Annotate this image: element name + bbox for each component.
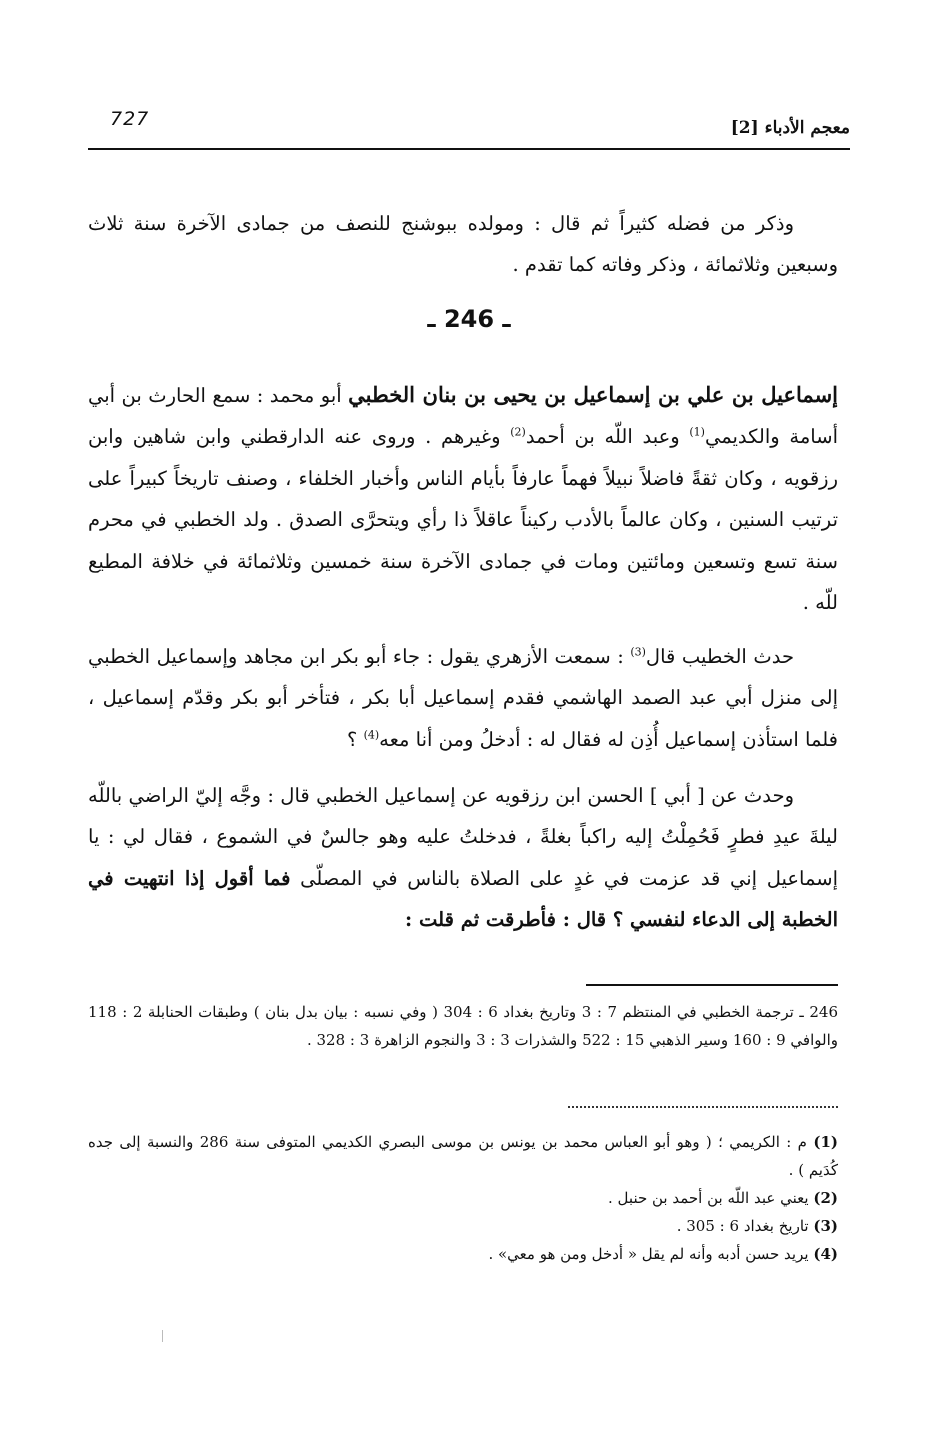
- footnote-ref-1: (1): [689, 425, 705, 439]
- footnote-number: (1): [813, 1133, 838, 1151]
- footnote-item: [88, 1240, 838, 1268]
- anecdote-text-b: : سمعت الأزهري يقول : جاء أبو بكر ابن مجاهد وإسماعيل الخطبي إلى منزل أبي عبد الصمد الهاشمي فقدم إسماعيل أبا بكر ، فتأخر أبو بكر وقدّم إسماعيل ، فلما استأذن إسماعيل أُذِن له فقال له : أدخلُ ومن أنا معه: [88, 644, 838, 751]
- narration-paragraph: [88, 775, 838, 941]
- entry-text-c: وغيرهم . وروى عنه الدارقطني وابن شاهين وابن رزقويه ، وكان ثقةً فاضلاً نبيلاً فهماً عارفاً بأيام الناس وأخبار الخلفاء ، وصنف تاريخاً كبيراً على ترتيب السنين ، وكان عالماً بالأدب ركيناً عاقلاً ذا رأي ويتحرَّى الصدق . ولد الخطبي في محرم سنة تسع وتسعين ومائتين ومات في جمادى الآخرة سنة خمسين وثلاثمائة في خلافة المطيع للّه .: [88, 425, 838, 614]
- dotted-separator: [568, 1106, 838, 1108]
- anecdote-text-a: حدث الخطيب قال: [645, 644, 794, 668]
- entry-text-a: أبو محمد : سمع الحارث بن أبي أسامة والكديمي: [88, 383, 839, 448]
- anecdote-text-c: ؟: [347, 727, 364, 751]
- source-note: 246 ـ ترجمة الخطبي في المنتظم 7 : 3 وتاريخ بغداد 6 : 304 ( وفي نسبه : بيان بدل بنان ) وطبقات الحنابلة 2 : 118 والوافي 9 : 160 وسير الذهبي 15 : 522 والشذرات 3 : 3 والنجوم الزاهرة 3 : 328 .: [88, 1003, 838, 1049]
- footnote-number: (2): [813, 1189, 838, 1207]
- footnote-separator: [586, 984, 838, 986]
- footnote-text: تاريخ بغداد 6 : 305 .: [676, 1217, 809, 1235]
- footnotes-list: [88, 1128, 838, 1268]
- footnote-ref-2: (2): [510, 425, 526, 439]
- footnote-number: (4): [813, 1245, 838, 1263]
- paragraph-continuation: وذكر من فضله كثيراً ثم قال : ومولده ببوشنج للنصف من جمادى الآخرة سنة ثلاث وسبعين وثلاثمائة ، وذكر وفاته كما تقدم .: [88, 211, 838, 276]
- footnote-item: [88, 1212, 838, 1240]
- page-number: 727: [110, 108, 150, 130]
- footnote-text: يريد حسن أدبه وأنه لم يقل « أدخل ومن هو معي» .: [488, 1245, 809, 1263]
- footnote-item: [88, 1128, 838, 1184]
- header-rule: [88, 148, 850, 150]
- footnote-text: يعني عبد اللّه بن أحمد بن حنبل .: [608, 1189, 809, 1207]
- footnote-item: [88, 1184, 838, 1212]
- anecdote-paragraph: [88, 636, 838, 761]
- footnote-text: م : الكريمي ؛ ( وهو أبو العباس محمد بن يونس بن موسى البصري الكديمي المتوفى سنة 286 والنسبة إلى جده كُدَيم ) .: [88, 1133, 838, 1179]
- narration-text: وحدث عن [ أبي ] الحسن ابن رزقويه عن إسماعيل الخطبي قال : وجَّه إليّ الراضي باللّه ليلةَ عيدِ فطرٍ فَحُمِلْتُ إليه راكباً بغلةً ، فدخلتُ عليه وهو جالسٌ في الشموع ، فقال لي : يا إسماعيل إني قد عزمت في غدٍ على الصلاة بالناس في المصلّى: [88, 783, 838, 890]
- narration-text-bold: فما أقول إذا انتهيت في الخطبة إلى الدعاء لنفسي ؟ قال : فأطرقت ثم قلت :: [88, 866, 838, 931]
- entry-paragraph: [88, 374, 838, 624]
- entry-number: ـ 246 ـ: [427, 305, 511, 333]
- entry-name: إسماعيل بن علي بن إسماعيل بن يحيى بن بنان الخطبي: [348, 381, 838, 407]
- scan-speck: [162, 1330, 163, 1342]
- footnote-ref-3: (3): [630, 645, 646, 658]
- entry-text-b: وعبد اللّه بن أحمد: [525, 425, 690, 448]
- running-title: معجم الأدباء [2]: [730, 118, 850, 138]
- footnote-number: (3): [813, 1217, 838, 1235]
- footnote-ref-4: (4): [363, 728, 380, 741]
